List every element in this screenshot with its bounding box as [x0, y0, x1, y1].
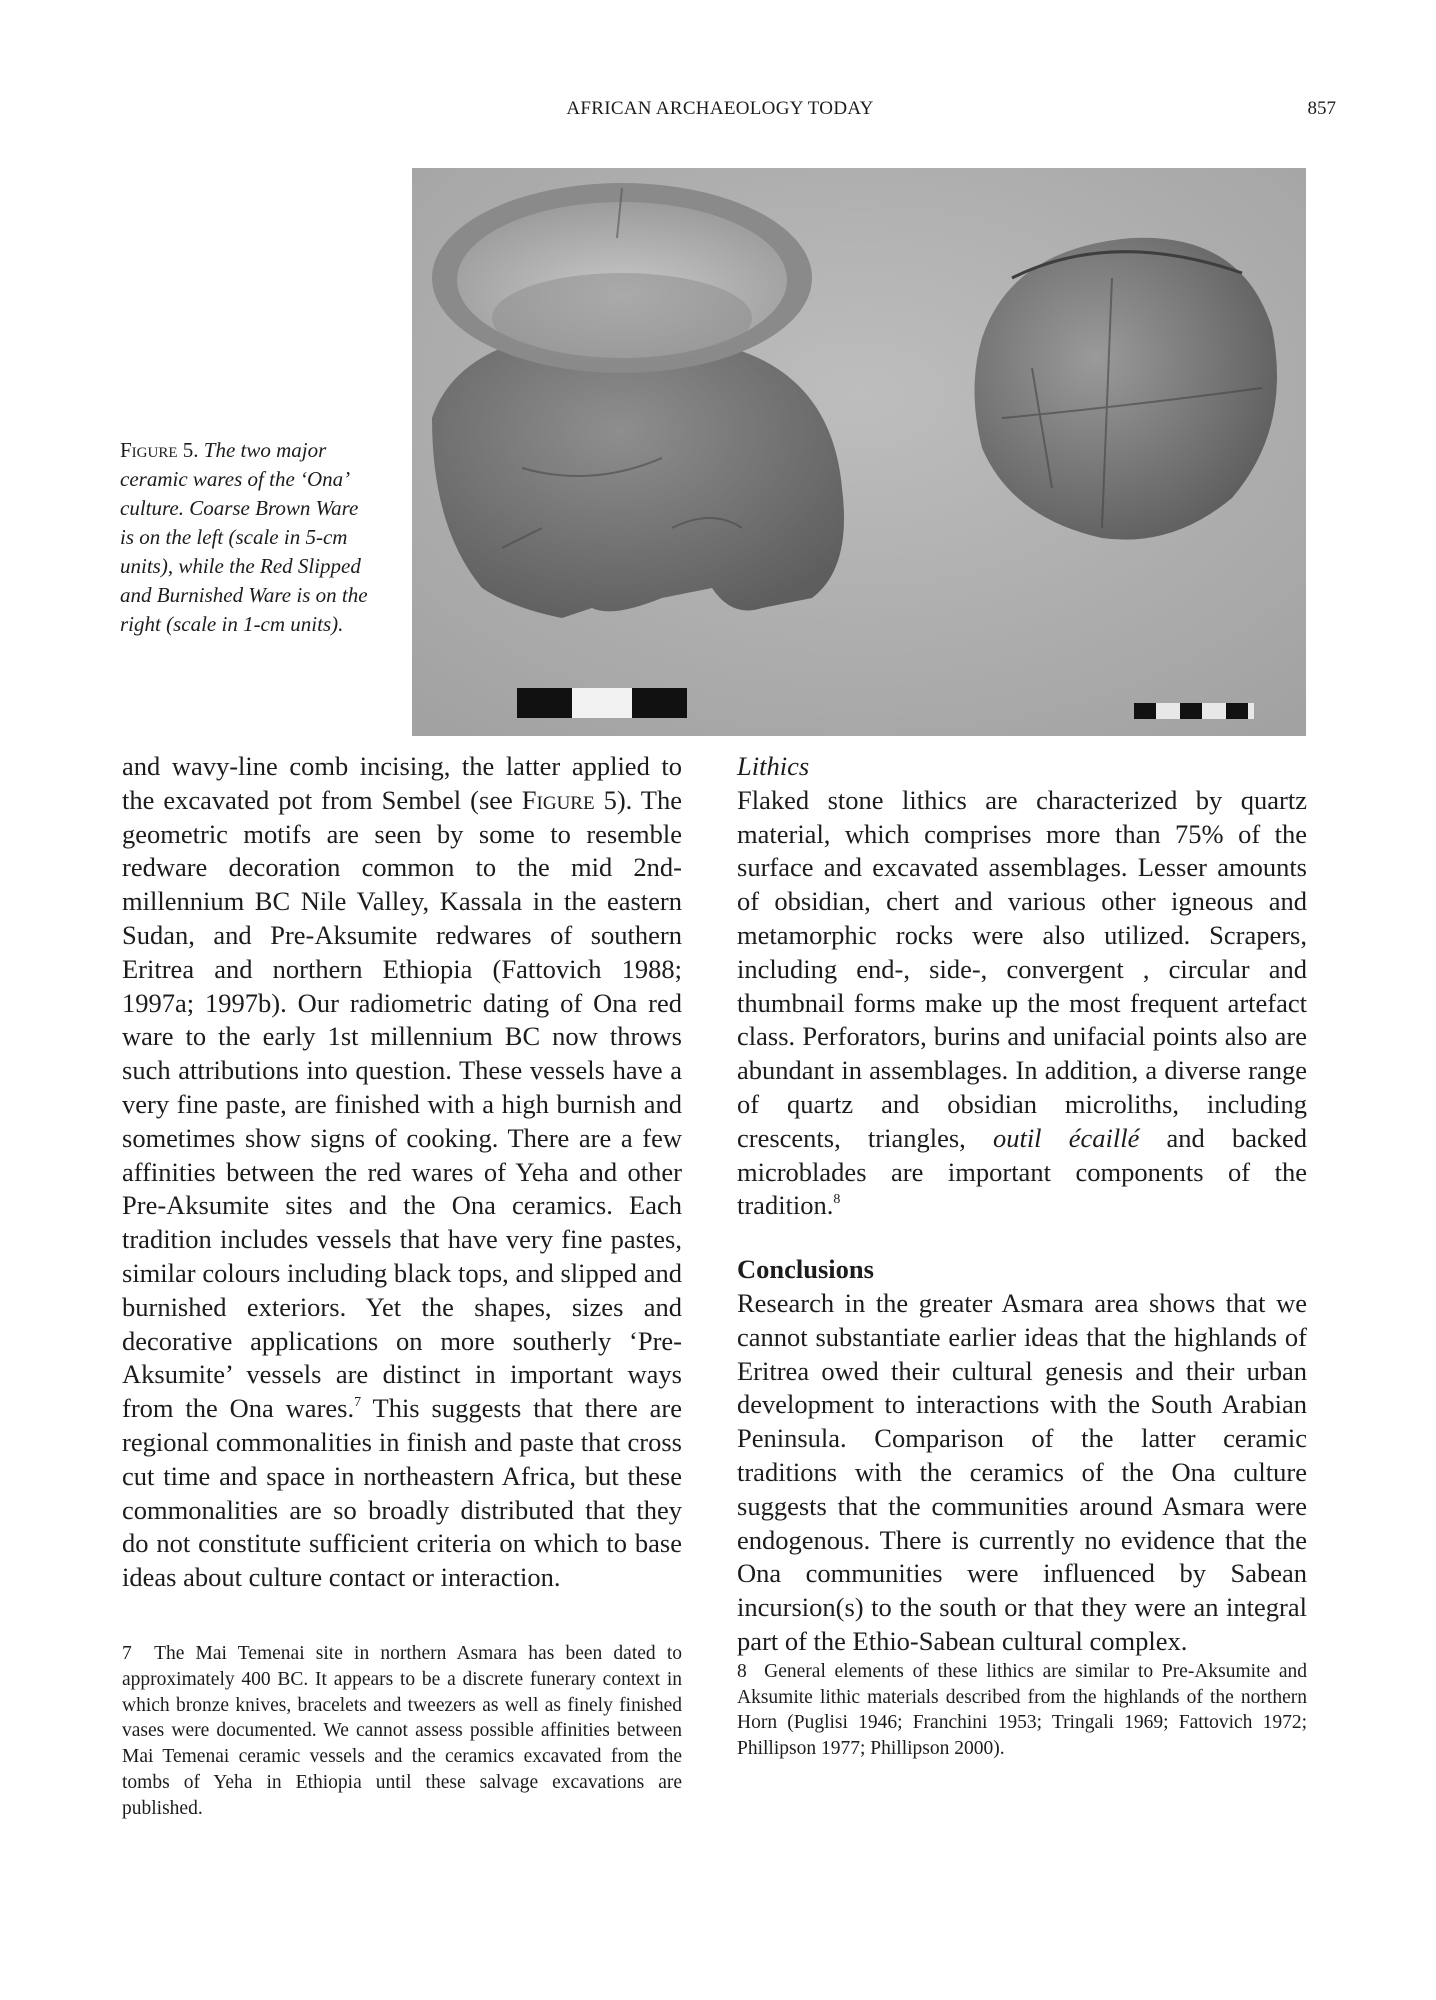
body-text: and wavy-line comb incising, the latter applied to the excavated pot from Sembel (see: [122, 751, 682, 815]
footnote: [737, 1659, 1307, 1762]
footnote: [122, 1641, 682, 1822]
footnote-number: 8: [737, 1660, 747, 1682]
scale-bar-left: [517, 688, 687, 718]
left-column: [122, 750, 682, 1822]
figure-reference: Figure: [521, 784, 595, 815]
figure-caption: [120, 436, 370, 639]
right-column: [737, 750, 1307, 1762]
footnote-text: . It appears to be a discrete funerary context in which bronze knives, bracelets and tweezers as well as finely finished vases were documented. We cannot assess possible affinities between Mai Temenai ceramic vessels and the ceramics excavated from the tombs of Yeha in Ethiopia until these salvage excavations are published.: [122, 1668, 682, 1819]
body-text: This suggests that there are regional commonalities in finish and paste that cross cut time and space in northeastern Africa, but these commonalities are so broadly distributed that they do not constitute sufficient criteria on which to base ideas about culture contact or interaction.: [122, 1393, 682, 1593]
body-text: and backed microblades are important components of the tradition.: [737, 1122, 1307, 1221]
era-label: BC: [254, 886, 291, 917]
body-paragraph: [122, 750, 682, 1595]
footnote-number: 7: [122, 1642, 132, 1664]
body-text: Flaked stone lithics are characterized by quartz material, which comprises more than 75% of the surface and excavated assemblages. Lesser amounts of obsidian, chert and various other igneous and metamorphic rocks were also utilized. Scrapers, including end-, side-, convergent , circular and thumbnail forms make up the most frequent artefact class. Perforators, burins and unifacial points also are abundant in assemblages. In addition, a diverse range of quartz and obsidian microliths, including crescents, triangles,: [737, 784, 1307, 1153]
figure-label: Figure 5.: [120, 438, 199, 462]
coarse-brown-ware-body: [432, 330, 844, 618]
figure-caption-text: The two major ceramic wares of the ‘Ona’ culture. Coarse Brown Ware is on the left (scale in 5-cm units), while the Red Slipped and Burnished Ware is on the right (scale in 1-cm units).: [120, 438, 368, 636]
section-heading-lithics: Lithics: [737, 751, 810, 781]
footnote-text: General elements of these lithics are similar to Pre-Aksumite and Aksumite lithic materials described from the highlands of the northern Horn (Puglisi 1946; Franchini 1953; Tringali 1969; Fattovich 1972; Phillipson 1977; Phillipson 2000).: [737, 1660, 1308, 1760]
section-heading-conclusions: Conclusions: [737, 1254, 874, 1285]
running-head: AFRICAN ARCHAEOLOGY TODAY: [566, 98, 874, 119]
footnote-text: The Mai Temenai site in northern Asmara has been dated to approximately 400: [122, 1642, 682, 1690]
body-text: Nile Valley, Kassala in the eastern Sudan, and Pre-Aksumite redwares of southern Eritrea and northern Ethiopia (Fattovich 1988; 1997a; 1997b). Our radiometric dating of Ona red ware to the early 1st millennium: [122, 886, 682, 1052]
red-slipped-ware-body: [975, 238, 1278, 540]
era-label: BC: [504, 1021, 541, 1052]
era-label: BC: [277, 1668, 304, 1690]
ceramics-photo: [412, 168, 1306, 736]
body-paragraph: Research in the greater Asmara area shows that we cannot substantiate earlier ideas that the highlands of Eritrea owed their cultural genesis and their urban development to interactions with the South Arabian Peninsula. Comparison of the latter ceramic traditions with the ceramics of the Ona culture suggests that the communities around Asmara were endogenous. There is currently no evidence that the Ona communities were influenced by Sabean incursion(s) to the south or that they were an integral part of the Ethio-Sabean cultural complex.: [737, 1287, 1307, 1656]
body-text: now throws such attributions into question. These vessels have a very fine paste, are finished with a high burnish and sometimes show signs of cooking. There are a few affinities between the red wares of Yeha and other Pre-Aksumite sites and the Ona ceramics. Each tradition includes vessels that have very fine pastes, similar colours including black tops, and slipped and burnished exteriors. Yet the shapes, sizes and decorative applications on more southerly ‘Pre-Aksumite’ vessels are distinct in important ways from the Ona wares.: [122, 1021, 682, 1424]
footnote-marker: 8: [833, 1192, 841, 1208]
figure-photo: [412, 168, 1306, 736]
page-number: 857: [1307, 98, 1336, 119]
footnote-marker: 7: [354, 1395, 362, 1411]
body-text-italic: outil écaillé: [992, 1122, 1140, 1153]
body-paragraph: [737, 784, 1307, 1223]
body-text: 5). The geometric motifs are seen by some to resemble redware decoration common to the mid 2nd-millennium: [122, 784, 683, 917]
scale-bar-right: [1134, 703, 1254, 719]
